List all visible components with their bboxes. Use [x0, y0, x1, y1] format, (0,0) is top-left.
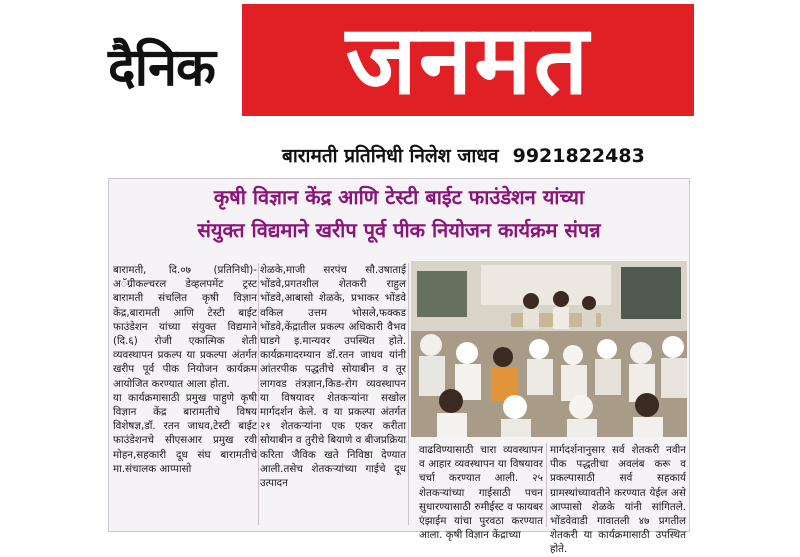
byline-phone: 9921822483: [512, 145, 645, 167]
reporter-byline: [282, 144, 645, 168]
masthead-title: जनमत: [345, 4, 591, 116]
column-divider: [546, 443, 547, 527]
article-column-3: [419, 443, 543, 542]
byline-text: बारामती प्रतिनिधी निलेश जाधव: [282, 145, 499, 167]
column-3-text: वाढविण्यासाठी चारा व्यवस्थापन व आहार व्यवस्थापन या विषयावर चर्चा करण्यात आली. २५ शेतकऱ्यांच्या गाईसाठी पचन सुधारण्यासाठी रुमीईस्ट व फायबर एंझाईम यांचा पुरवठा करण्यात आला. कृषी विज्ञान केंद्राच्या: [419, 444, 543, 542]
column-4-text: मार्गदर्शनानुसार सर्व शेतकरी नवीन पीक पद्धतीचा अवलंब करू व प्रकल्पासाठी सर्व सहकार्य ग्रामस्थांच्यावतीने करण्यात येईल असे आप्पासो शेळके यांनी सांगितले. भोंडवेवाडी गावातली ४७ प्रगतील शेतकरी या कार्यक्रमासाठी उपस्थित होते.: [550, 444, 686, 556]
masthead-prefix: दैनिक: [108, 38, 215, 98]
headline-line-1: कृषी विज्ञान केंद्र आणि टेस्टी बाईट फाउंडेशन यांच्या: [213, 185, 585, 209]
farmers-meeting-image: [411, 261, 687, 437]
event-photo: [411, 261, 687, 437]
masthead-title-box: [242, 4, 694, 116]
newspaper-masthead: [108, 4, 694, 122]
news-clipping: [108, 178, 690, 556]
article-headline: [109, 181, 689, 247]
column-1-paragraph-2: या कार्यक्रमासाठी प्रमुख पाहुणे कृषी विज्ञान केंद्र बारामतीचे विषय विशेषज्ञ,डॉ. रतन जाधव,टेस्टी बाईट फाउंडेशनचे सीएसआर प्रमुख रवी मोहन,सहकारी दूध संघ बारामतीचे मा.संचालक आप्पासो: [113, 391, 257, 475]
column-divider: [258, 263, 259, 525]
column-2-text: शेळके,माजी सरपंच सौ.उषाताई भोंडवे,प्रगतशील शेतकरी राहुल भोंडवे,आबासो शेळके, प्रभाकर भोंडवे वकिल उत्तम भोसले,फक्कड भोंडवे,केंद्रातील प्रकल्प अधिकारी वैभव घाडगे इ.मान्यवर उपस्थित होते. कार्यक्रमादरम्यान डॉ.रतन जाधव यांनी आंतरपीक पद्धतीचे सोयाबीन व तूर लागवड तंत्रज्ञान,किड-रोग व्यवस्थापन या विषयावर शेतकऱ्यांना सखोल मार्गदर्शन केले. व या प्रकल्पा अंतर्गत २१ शेतकऱ्यांना एक एकर करीता सोयाबीन व तुरीचे बियाणे व बीजप्रक्रिया करिता जैविक खते निविष्ठा देण्यात आली.तसेच शेतकऱ्यांच्या गाईचे दूध उत्पादन: [260, 264, 406, 490]
headline-line-2: संयुक्त विद्यमाने खरीप पूर्व पीक नियोजन कार्यक्रम संपन्न: [197, 218, 601, 242]
article-column-2: [260, 263, 406, 527]
column-divider: [408, 263, 409, 525]
article-column-4: [550, 443, 686, 556]
column-1-paragraph-1: बारामती, दि.०७ (प्रतिनिधी)- अॅग्रीकल्चरल डेव्हलपमेंट ट्रस्ट बारामती संचलित कृषी विज्ञान केंद्र,बारामती आणि टेस्टी बाईट फाउंडेशन यांच्या संयुक्त विद्यमाने (दि.६) रोजी एकात्मिक शेती व्यवस्थापन प्रकल्प या प्रकल्पा अंतर्गत खरीप पूर्व पीक नियोजन कार्यक्रम आयोजित करण्यात आला होता.: [113, 264, 257, 390]
article-column-1: [113, 263, 257, 527]
